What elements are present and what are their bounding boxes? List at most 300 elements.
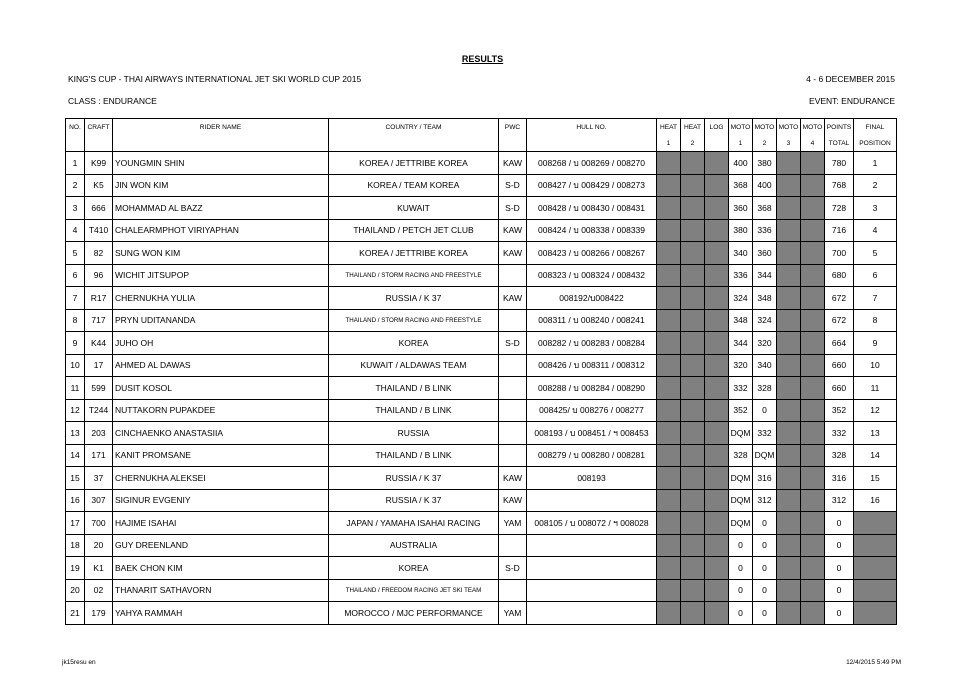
header-total: TOTAL (825, 135, 854, 152)
cell-moto-3 (777, 197, 801, 220)
table-row (66, 309, 897, 332)
cell-craft: 700 (85, 512, 113, 535)
cell-craft: 666 (85, 197, 113, 220)
cell-final-position: 3 (854, 197, 897, 220)
cell-final-position: 8 (854, 309, 897, 332)
cell-points-total: 332 (825, 422, 854, 445)
cell-moto-3 (777, 264, 801, 287)
cell-moto-2: 316 (753, 467, 777, 490)
cell-pwc (499, 309, 527, 332)
footer-file-name: jk15resu en (62, 659, 96, 666)
cell-heat-2 (681, 489, 705, 512)
cell-heat-1 (657, 354, 681, 377)
header-moto-3: MOTO (777, 119, 801, 136)
cell-moto-1: 360 (729, 197, 753, 220)
cell-no: 20 (66, 579, 85, 602)
cell-no: 18 (66, 534, 85, 557)
cell-rider-name: HAJIME ISAHAI (113, 512, 329, 535)
header-heat-1: HEAT (657, 119, 681, 136)
cell-points-total: 680 (825, 264, 854, 287)
cell-moto-2: DQM (753, 444, 777, 467)
cell-log (705, 444, 729, 467)
cell-pwc (499, 354, 527, 377)
cell-log (705, 512, 729, 535)
cell-moto-2: 348 (753, 287, 777, 310)
cell-moto-4 (801, 579, 825, 602)
event-label: EVENT: ENDURANCE (809, 96, 895, 106)
cell-heat-2 (681, 512, 705, 535)
cell-moto-4 (801, 354, 825, 377)
cell-log (705, 422, 729, 445)
cell-moto-3 (777, 422, 801, 445)
cell-points-total: 0 (825, 534, 854, 557)
cell-moto-4 (801, 242, 825, 265)
cell-moto-4 (801, 264, 825, 287)
cell-craft: 179 (85, 602, 113, 625)
cell-moto-2: 336 (753, 219, 777, 242)
header-final: FINAL (854, 119, 897, 136)
cell-moto-4 (801, 309, 825, 332)
cell-pwc: YAM (499, 512, 527, 535)
cell-moto-3 (777, 287, 801, 310)
cell-moto-4 (801, 287, 825, 310)
cell-craft: K44 (85, 332, 113, 355)
table-row (66, 444, 897, 467)
cell-points-total: 0 (825, 512, 854, 535)
table-row (66, 489, 897, 512)
cell-heat-2 (681, 174, 705, 197)
header-moto-2: MOTO (753, 119, 777, 136)
cell-pwc: KAW (499, 467, 527, 490)
cell-country-team: THAILAND / B LINK (329, 399, 499, 422)
cell-points-total: 0 (825, 579, 854, 602)
cell-moto-1: 324 (729, 287, 753, 310)
cell-moto-3 (777, 377, 801, 400)
cell-moto-1: 0 (729, 602, 753, 625)
cell-points-total: 660 (825, 354, 854, 377)
cell-rider-name: NUTTAKORN PUPAKDEE (113, 399, 329, 422)
cell-final-position: 6 (854, 264, 897, 287)
cell-no: 10 (66, 354, 85, 377)
cell-pwc (499, 264, 527, 287)
cell-moto-2: 324 (753, 309, 777, 332)
cell-hull-no (527, 534, 657, 557)
cell-final-position: 12 (854, 399, 897, 422)
cell-pwc (499, 377, 527, 400)
cell-no: 9 (66, 332, 85, 355)
table-row (66, 602, 897, 625)
cell-hull-no (527, 557, 657, 580)
cell-moto-4 (801, 467, 825, 490)
cell-pwc (499, 399, 527, 422)
cell-hull-no: 008428 / บ 008430 / 008431 (527, 197, 657, 220)
cell-moto-3 (777, 444, 801, 467)
cell-hull-no: 008193 (527, 467, 657, 490)
header-moto-1: MOTO (729, 119, 753, 136)
cell-points-total: 672 (825, 287, 854, 310)
cell-moto-3 (777, 152, 801, 175)
cell-craft: 717 (85, 309, 113, 332)
cell-heat-1 (657, 602, 681, 625)
cell-moto-2: 0 (753, 579, 777, 602)
cell-rider-name: CHALEARMPHOT VIRIYAPHAN (113, 219, 329, 242)
cell-rider-name: CHERNUKHA ALEKSEI (113, 467, 329, 490)
header-heat-1-sub: 1 (657, 135, 681, 152)
table-row (66, 512, 897, 535)
header-no: NO. (66, 119, 85, 136)
cell-country-team: MOROCCO / MJC PERFORMANCE (329, 602, 499, 625)
cell-heat-1 (657, 219, 681, 242)
cell-final-position: 5 (854, 242, 897, 265)
table-row (66, 242, 897, 265)
cell-moto-2: 0 (753, 557, 777, 580)
cell-final-position: 2 (854, 174, 897, 197)
class-label: CLASS : ENDURANCE (68, 96, 157, 106)
cell-country-team: RUSSIA / K 37 (329, 467, 499, 490)
cell-final-position: 7 (854, 287, 897, 310)
cell-log (705, 354, 729, 377)
cell-rider-name: YAHYA RAMMAH (113, 602, 329, 625)
header-rider-name: RIDER NAME (113, 119, 329, 136)
header-hull-sub (527, 135, 657, 152)
cell-heat-2 (681, 467, 705, 490)
cell-country-team: KOREA / JETTRIBE KOREA (329, 242, 499, 265)
cell-moto-4 (801, 489, 825, 512)
cell-no: 3 (66, 197, 85, 220)
cell-moto-4 (801, 377, 825, 400)
cell-moto-2: 332 (753, 422, 777, 445)
cell-moto-1: 336 (729, 264, 753, 287)
cell-rider-name: MOHAMMAD AL BAZZ (113, 197, 329, 220)
cell-final-position (854, 557, 897, 580)
cell-points-total: 0 (825, 602, 854, 625)
cell-no: 13 (66, 422, 85, 445)
cell-heat-1 (657, 174, 681, 197)
cell-final-position: 15 (854, 467, 897, 490)
cell-log (705, 174, 729, 197)
table-row (66, 534, 897, 557)
cell-rider-name: YOUNGMIN SHIN (113, 152, 329, 175)
cell-log (705, 534, 729, 557)
cell-moto-2: 340 (753, 354, 777, 377)
cell-hull-no: 008425/ บ 008276 / 008277 (527, 399, 657, 422)
cell-craft: 02 (85, 579, 113, 602)
cell-moto-1: 400 (729, 152, 753, 175)
cell-no: 7 (66, 287, 85, 310)
cell-rider-name: CHERNUKHA YULIA (113, 287, 329, 310)
cell-moto-4 (801, 422, 825, 445)
cell-craft: T244 (85, 399, 113, 422)
cell-final-position: 10 (854, 354, 897, 377)
cell-rider-name: BAEK CHON KIM (113, 557, 329, 580)
cell-no: 5 (66, 242, 85, 265)
table-row (66, 467, 897, 490)
header-points: POINTS (825, 119, 854, 136)
cell-log (705, 287, 729, 310)
cell-moto-4 (801, 219, 825, 242)
cell-pwc: S-D (499, 174, 527, 197)
cell-moto-1: 0 (729, 534, 753, 557)
cell-no: 17 (66, 512, 85, 535)
table-row (66, 219, 897, 242)
cell-no: 1 (66, 152, 85, 175)
cell-hull-no: 008424 / บ 008338 / 008339 (527, 219, 657, 242)
cell-no: 11 (66, 377, 85, 400)
cell-heat-2 (681, 287, 705, 310)
cell-points-total: 660 (825, 377, 854, 400)
cell-heat-1 (657, 309, 681, 332)
cell-moto-3 (777, 332, 801, 355)
cell-moto-1: DQM (729, 512, 753, 535)
cell-pwc: YAM (499, 602, 527, 625)
cell-country-team: AUSTRALIA (329, 534, 499, 557)
cell-moto-3 (777, 242, 801, 265)
cell-moto-2: 0 (753, 512, 777, 535)
cell-moto-1: 344 (729, 332, 753, 355)
cell-pwc (499, 579, 527, 602)
cell-log (705, 197, 729, 220)
cell-heat-1 (657, 377, 681, 400)
cell-points-total: 312 (825, 489, 854, 512)
cell-moto-4 (801, 174, 825, 197)
cell-moto-1: 368 (729, 174, 753, 197)
header-rider-sub (113, 135, 329, 152)
cell-moto-2: 328 (753, 377, 777, 400)
cell-final-position (854, 602, 897, 625)
cell-moto-1: 340 (729, 242, 753, 265)
cell-pwc: KAW (499, 287, 527, 310)
cell-pwc: KAW (499, 219, 527, 242)
cell-moto-2: 400 (753, 174, 777, 197)
cell-moto-3 (777, 489, 801, 512)
cell-log (705, 264, 729, 287)
table-row (66, 152, 897, 175)
cell-craft: 307 (85, 489, 113, 512)
cell-pwc: KAW (499, 242, 527, 265)
cell-moto-1: 332 (729, 377, 753, 400)
cell-final-position: 16 (854, 489, 897, 512)
header-log: LOG (705, 119, 729, 136)
cell-moto-3 (777, 467, 801, 490)
cell-no: 6 (66, 264, 85, 287)
cell-country-team: KOREA / TEAM KOREA (329, 174, 499, 197)
cell-heat-2 (681, 579, 705, 602)
cell-moto-3 (777, 579, 801, 602)
table-row (66, 197, 897, 220)
cell-craft: 82 (85, 242, 113, 265)
cell-moto-3 (777, 602, 801, 625)
header-pwc: PWC (499, 119, 527, 136)
header-moto-3-sub: 3 (777, 135, 801, 152)
cell-moto-4 (801, 444, 825, 467)
header-hull-no: HULL NO. (527, 119, 657, 136)
cell-log (705, 399, 729, 422)
cell-moto-2: 368 (753, 197, 777, 220)
cell-points-total: 316 (825, 467, 854, 490)
cell-moto-3 (777, 512, 801, 535)
cell-rider-name: JUHO OH (113, 332, 329, 355)
cell-final-position: 11 (854, 377, 897, 400)
cell-moto-2: 380 (753, 152, 777, 175)
cell-heat-2 (681, 557, 705, 580)
cell-rider-name: CINCHAENKO ANASTASIIA (113, 422, 329, 445)
cell-log (705, 377, 729, 400)
cell-craft: 20 (85, 534, 113, 557)
cell-heat-1 (657, 152, 681, 175)
cell-final-position (854, 579, 897, 602)
cell-moto-1: DQM (729, 422, 753, 445)
cell-hull-no (527, 489, 657, 512)
cell-points-total: 0 (825, 557, 854, 580)
cell-no: 16 (66, 489, 85, 512)
cell-heat-1 (657, 534, 681, 557)
cell-moto-2: 360 (753, 242, 777, 265)
cell-hull-no: 008426 / บ 008311 / 008312 (527, 354, 657, 377)
cell-rider-name: KANIT PROMSANE (113, 444, 329, 467)
cell-hull-no: 008105 / บ 008072 / ฯ 008028 (527, 512, 657, 535)
cell-hull-no: 008279 / บ 008280 / 008281 (527, 444, 657, 467)
cell-moto-4 (801, 534, 825, 557)
cell-pwc: S-D (499, 332, 527, 355)
header-craft: CRAFT (85, 119, 113, 136)
header-country-sub (329, 135, 499, 152)
cell-craft: K5 (85, 174, 113, 197)
cell-no: 12 (66, 399, 85, 422)
cell-hull-no (527, 602, 657, 625)
cell-points-total: 664 (825, 332, 854, 355)
results-table (65, 118, 897, 625)
cell-final-position (854, 512, 897, 535)
cell-country-team: KOREA / JETTRIBE KOREA (329, 152, 499, 175)
event-name: KING'S CUP - THAI AIRWAYS INTERNATIONAL JET SKI WORLD CUP 2015 (68, 74, 362, 84)
cell-moto-3 (777, 534, 801, 557)
footer-timestamp: 12/4/2015 5:49 PM (846, 659, 901, 666)
cell-heat-2 (681, 602, 705, 625)
table-row (66, 557, 897, 580)
cell-log (705, 602, 729, 625)
cell-pwc: S-D (499, 197, 527, 220)
header-moto-1-sub: 1 (729, 135, 753, 152)
cell-heat-2 (681, 422, 705, 445)
cell-moto-2: 344 (753, 264, 777, 287)
header-moto-4: MOTO (801, 119, 825, 136)
cell-points-total: 716 (825, 219, 854, 242)
cell-final-position: 9 (854, 332, 897, 355)
cell-country-team: RUSSIA (329, 422, 499, 445)
cell-no: 4 (66, 219, 85, 242)
header-pwc-sub (499, 135, 527, 152)
cell-moto-2: 0 (753, 399, 777, 422)
cell-pwc (499, 422, 527, 445)
cell-rider-name: AHMED AL DAWAS (113, 354, 329, 377)
cell-heat-2 (681, 534, 705, 557)
cell-moto-2: 320 (753, 332, 777, 355)
results-title: RESULTS (461, 54, 504, 64)
cell-points-total: 672 (825, 309, 854, 332)
cell-heat-2 (681, 219, 705, 242)
cell-moto-3 (777, 557, 801, 580)
cell-heat-2 (681, 332, 705, 355)
cell-log (705, 242, 729, 265)
cell-moto-3 (777, 174, 801, 197)
cell-hull-no: 008268 / บ 008269 / 008270 (527, 152, 657, 175)
table-row (66, 399, 897, 422)
cell-heat-2 (681, 242, 705, 265)
cell-heat-2 (681, 197, 705, 220)
table-header (66, 119, 897, 152)
header-country-team: COUNTRY / TEAM (329, 119, 499, 136)
cell-final-position: 14 (854, 444, 897, 467)
cell-hull-no (527, 579, 657, 602)
cell-moto-3 (777, 354, 801, 377)
table-row (66, 579, 897, 602)
cell-heat-1 (657, 467, 681, 490)
cell-hull-no: 008193 / บ 008451 / ฯ 008453 (527, 422, 657, 445)
cell-log (705, 489, 729, 512)
cell-country-team: KOREA (329, 332, 499, 355)
cell-points-total: 700 (825, 242, 854, 265)
cell-country-team: RUSSIA / K 37 (329, 287, 499, 310)
cell-country-team: RUSSIA / K 37 (329, 489, 499, 512)
header-heat-2-sub: 2 (681, 135, 705, 152)
table-row (66, 287, 897, 310)
cell-final-position: 1 (854, 152, 897, 175)
cell-country-team: THAILAND / STORM RACING AND FREESTYLE (329, 264, 499, 287)
cell-heat-1 (657, 197, 681, 220)
cell-hull-no: 008288 / บ 008284 / 008290 (527, 377, 657, 400)
cell-country-team: THAILAND / B LINK (329, 377, 499, 400)
cell-moto-4 (801, 602, 825, 625)
cell-log (705, 219, 729, 242)
cell-moto-1: 352 (729, 399, 753, 422)
cell-craft: 203 (85, 422, 113, 445)
table-row (66, 264, 897, 287)
cell-no: 21 (66, 602, 85, 625)
cell-country-team: KUWAIT (329, 197, 499, 220)
cell-log (705, 467, 729, 490)
cell-heat-2 (681, 399, 705, 422)
cell-moto-1: 0 (729, 557, 753, 580)
cell-no: 15 (66, 467, 85, 490)
cell-heat-2 (681, 264, 705, 287)
cell-moto-4 (801, 332, 825, 355)
cell-hull-no: 008311 / บ 008240 / 008241 (527, 309, 657, 332)
cell-no: 14 (66, 444, 85, 467)
cell-moto-1: DQM (729, 467, 753, 490)
cell-hull-no: 008192/บ008422 (527, 287, 657, 310)
table-row (66, 354, 897, 377)
cell-log (705, 557, 729, 580)
cell-log (705, 309, 729, 332)
header-log-sub (705, 135, 729, 152)
cell-heat-1 (657, 264, 681, 287)
cell-rider-name: THANARIT SATHAVORN (113, 579, 329, 602)
cell-moto-3 (777, 219, 801, 242)
cell-hull-no: 008427 / บ 008429 / 008273 (527, 174, 657, 197)
header-moto-2-sub: 2 (753, 135, 777, 152)
cell-heat-1 (657, 579, 681, 602)
cell-points-total: 352 (825, 399, 854, 422)
cell-no: 2 (66, 174, 85, 197)
event-dates: 4 - 6 DECEMBER 2015 (806, 74, 895, 84)
cell-pwc: KAW (499, 489, 527, 512)
cell-pwc (499, 444, 527, 467)
cell-heat-1 (657, 242, 681, 265)
cell-points-total: 328 (825, 444, 854, 467)
cell-heat-2 (681, 309, 705, 332)
cell-moto-2: 0 (753, 602, 777, 625)
cell-heat-1 (657, 444, 681, 467)
